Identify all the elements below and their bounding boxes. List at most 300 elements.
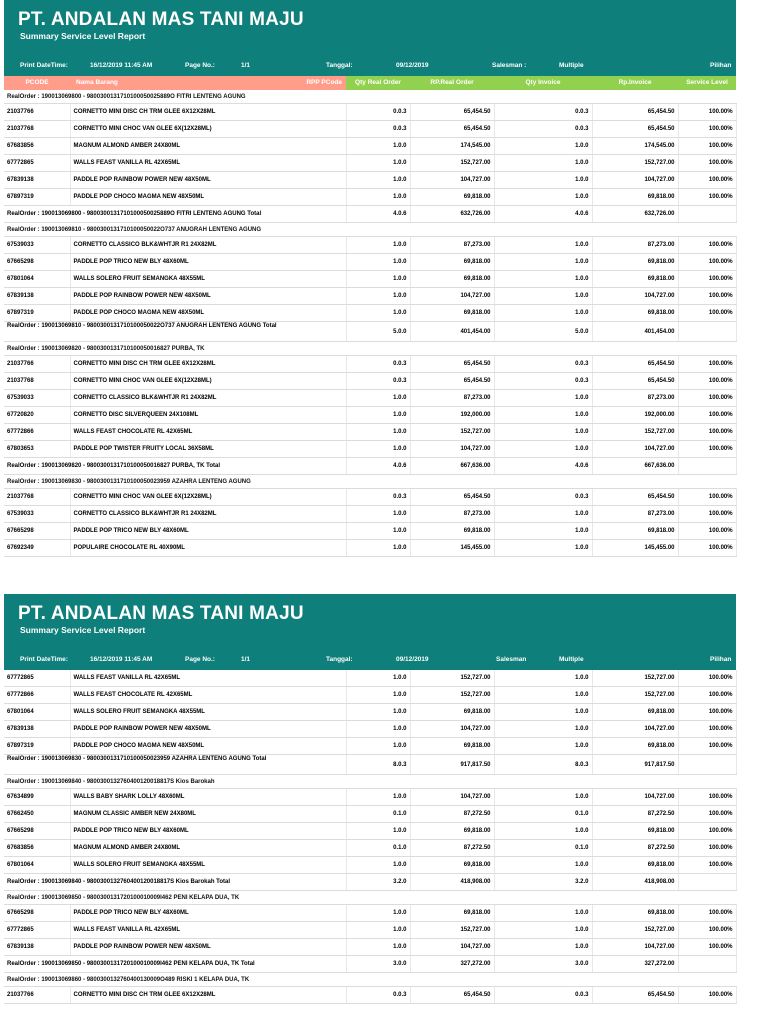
rp-real-order-cell: 69,818.00 xyxy=(410,857,494,874)
table-row xyxy=(4,687,736,704)
group-header-text: RealOrder : 190013069830 - 9800300131710100050023959 AZAHRA LENTENG AGUNG xyxy=(4,475,736,489)
qty-real-order-cell: 1.0.0 xyxy=(346,254,410,271)
service-level-cell: 100.00% xyxy=(678,922,736,939)
rp-real-order-cell: 69,818.00 xyxy=(410,271,494,288)
service-level-cell: 100.00% xyxy=(678,155,736,172)
qty-invoice-cell: 1.0.0 xyxy=(494,155,592,172)
rp-invoice-cell: 145,455.00 xyxy=(592,540,678,557)
table-row xyxy=(4,104,736,121)
qty-invoice-cell: 0.0.3 xyxy=(494,104,592,121)
pcode-cell: 67839138 xyxy=(4,172,70,189)
table-row xyxy=(4,288,736,305)
total-label: RealOrder : 190013069820 - 9800300131710100050016827 PURBA, TK Total xyxy=(4,458,346,475)
rp-invoice-cell: 87,272.50 xyxy=(592,840,678,857)
pcode-cell: 67692349 xyxy=(4,540,70,557)
service-level-cell: 100.00% xyxy=(678,540,736,557)
rp-invoice-cell: 104,727.00 xyxy=(592,789,678,806)
table-row xyxy=(4,738,736,755)
qty-invoice-cell: 1.0.0 xyxy=(494,939,592,956)
rp-invoice-cell: 87,273.00 xyxy=(592,390,678,407)
rp-invoice-cell: 65,454.50 xyxy=(592,489,678,506)
item-name-cell: MAGNUM CLASSIC AMBER NEW 24X80ML xyxy=(70,806,346,823)
service-level-cell: 100.00% xyxy=(678,441,736,458)
qty-invoice-cell: 1.0.0 xyxy=(494,523,592,540)
total-label: RealOrder : 190013069810 - 9800300131710100050022O737 ANUGRAH LENTENG AGUNG Total xyxy=(4,322,346,342)
service-level-cell: 100.00% xyxy=(678,288,736,305)
pcode-cell: 67665298 xyxy=(4,523,70,540)
qty-real-order-cell: 1.0.0 xyxy=(346,441,410,458)
salesman-value: Multiple xyxy=(559,62,584,69)
real-order-total-row xyxy=(4,874,736,891)
col-qty-real-order: Qty Real Order xyxy=(346,76,410,90)
rp-invoice-cell: 104,727.00 xyxy=(592,721,678,738)
real-order-total-row xyxy=(4,956,736,973)
item-name-cell: MAGNUM ALMOND AMBER 24X80ML xyxy=(70,840,346,857)
pcode-cell: 67539033 xyxy=(4,237,70,254)
total-service-level-empty xyxy=(678,874,736,891)
rp-real-order-cell: 104,727.00 xyxy=(410,789,494,806)
total-service-level-empty xyxy=(678,322,736,342)
pilihan-label: Pilihan xyxy=(710,656,732,663)
rp-invoice-cell: 69,818.00 xyxy=(592,254,678,271)
rp-invoice-cell: 69,818.00 xyxy=(592,305,678,322)
item-name-cell: CORNETTO MINI DISC CH TRM GLEE 6X12X28ML xyxy=(70,104,346,121)
qty-real-order-cell: 0.0.3 xyxy=(346,356,410,373)
col-rp-invoice: Rp.Invoice xyxy=(592,76,678,90)
table-row xyxy=(4,489,736,506)
total-qty-invoice: 3.0.0 xyxy=(494,956,592,973)
qty-invoice-cell: 1.0.0 xyxy=(494,407,592,424)
table-row xyxy=(4,424,736,441)
table-row xyxy=(4,939,736,956)
qty-invoice-cell: 1.0.0 xyxy=(494,721,592,738)
pilihan-label: Pilihan xyxy=(710,62,732,69)
item-name-cell: WALLS FEAST VANILLA RL 42X65ML xyxy=(70,155,346,172)
service-level-cell: 100.00% xyxy=(678,987,736,1004)
item-name-cell: WALLS FEAST VANILLA RL 42X65ML xyxy=(70,922,346,939)
service-level-cell: 100.00% xyxy=(678,138,736,155)
rp-invoice-cell: 152,727.00 xyxy=(592,155,678,172)
total-label: RealOrder : 190013069850 - 9800300131720100010009I462 PENI KELAPA DUA, TK Total xyxy=(4,956,346,973)
pcode-cell: 67665298 xyxy=(4,254,70,271)
table-row xyxy=(4,540,736,557)
company-name: PT. ANDALAN MAS TANI MAJU xyxy=(18,9,304,30)
item-name-cell: PADDLE POP CHOCO MAGMA NEW 48X50ML xyxy=(70,738,346,755)
pcode-cell: 67683856 xyxy=(4,840,70,857)
total-rp-invoice: 401,454.00 xyxy=(592,322,678,342)
pcode-cell: 21037766 xyxy=(4,987,70,1004)
report-table xyxy=(4,90,737,557)
qty-real-order-cell: 1.0.0 xyxy=(346,305,410,322)
qty-invoice-cell: 0.0.3 xyxy=(494,356,592,373)
tanggal-value: 09/12/2019 xyxy=(396,656,429,663)
table-row xyxy=(4,922,736,939)
rp-invoice-cell: 87,273.00 xyxy=(592,506,678,523)
service-level-cell: 100.00% xyxy=(678,390,736,407)
total-qty-real-order: 4.0.6 xyxy=(346,206,410,223)
report-page-2 xyxy=(4,594,736,1004)
pcode-cell: 67839138 xyxy=(4,288,70,305)
rp-real-order-cell: 104,727.00 xyxy=(410,939,494,956)
rp-invoice-cell: 152,727.00 xyxy=(592,670,678,687)
pcode-cell: 67772865 xyxy=(4,155,70,172)
qty-real-order-cell: 1.0.0 xyxy=(346,922,410,939)
table-row xyxy=(4,840,736,857)
item-name-cell: PADDLE POP RAINBOW POWER NEW 48X50ML xyxy=(70,939,346,956)
qty-real-order-cell: 1.0.0 xyxy=(346,670,410,687)
pcode-cell: 67897319 xyxy=(4,305,70,322)
rp-invoice-cell: 87,272.50 xyxy=(592,806,678,823)
rp-real-order-cell: 65,454.50 xyxy=(410,356,494,373)
salesman-label: Salesman : xyxy=(492,62,527,69)
total-qty-real-order: 5.0.0 xyxy=(346,322,410,342)
total-rp-real-order: 667,636.00 xyxy=(410,458,494,475)
total-label: RealOrder : 190013069800 - 9800300131710100050025889O FITRI LENTENG AGUNG Total xyxy=(4,206,346,223)
tanggal-label: Tanggal: xyxy=(326,656,353,663)
col-service-level: Service Level xyxy=(678,76,736,90)
qty-real-order-cell: 0.0.3 xyxy=(346,489,410,506)
pcode-cell: 67839138 xyxy=(4,939,70,956)
group-header-text: RealOrder : 190013069820 - 9800300131710100050016827 PURBA, TK xyxy=(4,342,736,356)
pcode-cell: 67839138 xyxy=(4,721,70,738)
qty-invoice-cell: 1.0.0 xyxy=(494,254,592,271)
real-order-group-header xyxy=(4,342,736,356)
pcode-cell: 67772865 xyxy=(4,922,70,939)
rp-real-order-cell: 104,727.00 xyxy=(410,441,494,458)
total-rp-real-order: 327,272.00 xyxy=(410,956,494,973)
rp-invoice-cell: 69,818.00 xyxy=(592,271,678,288)
rp-invoice-cell: 104,727.00 xyxy=(592,172,678,189)
qty-real-order-cell: 1.0.0 xyxy=(346,189,410,206)
table-row xyxy=(4,441,736,458)
table-row xyxy=(4,356,736,373)
table-row xyxy=(4,407,736,424)
total-qty-invoice: 3.2.0 xyxy=(494,874,592,891)
table-row xyxy=(4,721,736,738)
qty-real-order-cell: 1.0.0 xyxy=(346,407,410,424)
item-name-cell: WALLS SOLERO FRUIT SEMANGKA 48X55ML xyxy=(70,271,346,288)
total-rp-real-order: 917,817.50 xyxy=(410,755,494,775)
qty-invoice-cell: 1.0.0 xyxy=(494,424,592,441)
item-name-cell: PADDLE POP CHOCO MAGMA NEW 48X50ML xyxy=(70,305,346,322)
rp-real-order-cell: 192,000.00 xyxy=(410,407,494,424)
qty-real-order-cell: 0.1.0 xyxy=(346,840,410,857)
qty-real-order-cell: 1.0.0 xyxy=(346,687,410,704)
service-level-cell: 100.00% xyxy=(678,905,736,922)
qty-real-order-cell: 1.0.0 xyxy=(346,704,410,721)
qty-invoice-cell: 1.0.0 xyxy=(494,905,592,922)
real-order-group-header xyxy=(4,973,736,987)
pcode-cell: 21037766 xyxy=(4,104,70,121)
item-name-cell: PADDLE POP TRICO NEW BLY 48X60ML xyxy=(70,254,346,271)
qty-invoice-cell: 1.0.0 xyxy=(494,172,592,189)
pcode-cell: 67772865 xyxy=(4,670,70,687)
rp-real-order-cell: 65,454.50 xyxy=(410,987,494,1004)
item-name-cell: CORNETTO CLASSICO BLK&WHTJR R1 24X82ML xyxy=(70,506,346,523)
qty-invoice-cell: 0.1.0 xyxy=(494,806,592,823)
tanggal-value: 09/12/2019 xyxy=(396,62,429,69)
real-order-group-header xyxy=(4,775,736,789)
rp-invoice-cell: 152,727.00 xyxy=(592,922,678,939)
rp-real-order-cell: 152,727.00 xyxy=(410,424,494,441)
table-row xyxy=(4,789,736,806)
rp-real-order-cell: 69,818.00 xyxy=(410,823,494,840)
item-name-cell: WALLS FEAST CHOCOLATE RL 42X65ML xyxy=(70,687,346,704)
rp-real-order-cell: 69,818.00 xyxy=(410,305,494,322)
qty-real-order-cell: 0.1.0 xyxy=(346,806,410,823)
group-header-text: RealOrder : 190013069850 - 9800300131720100010009I462 PENI KELAPA DUA, TK xyxy=(4,891,736,905)
service-level-cell: 100.00% xyxy=(678,305,736,322)
service-level-cell: 100.00% xyxy=(678,121,736,138)
group-header-text: RealOrder : 190013069810 - 9800300131710100050022O737 ANUGRAH LENTENG AGUNG xyxy=(4,223,736,237)
report-title: Summary Service Level Report xyxy=(20,31,146,41)
qty-real-order-cell: 0.0.3 xyxy=(346,987,410,1004)
item-name-cell: PADDLE POP TRICO NEW BLY 48X60ML xyxy=(70,523,346,540)
table-row xyxy=(4,506,736,523)
item-name-cell: WALLS SOLERO FRUIT SEMANGKA 48X55ML xyxy=(70,704,346,721)
col-pcode: PCODE xyxy=(4,76,70,90)
rp-invoice-cell: 69,818.00 xyxy=(592,523,678,540)
qty-real-order-cell: 1.0.0 xyxy=(346,237,410,254)
service-level-cell: 100.00% xyxy=(678,356,736,373)
total-qty-invoice: 5.0.0 xyxy=(494,322,592,342)
rp-invoice-cell: 65,454.50 xyxy=(592,121,678,138)
item-name-cell: PADDLE POP RAINBOW POWER NEW 48X50ML xyxy=(70,288,346,305)
pcode-cell: 67772866 xyxy=(4,687,70,704)
total-qty-real-order: 3.0.0 xyxy=(346,956,410,973)
pcode-cell: 67665298 xyxy=(4,905,70,922)
pcode-cell: 21037768 xyxy=(4,121,70,138)
item-name-cell: PADDLE POP CHOCO MAGMA NEW 48X50ML xyxy=(70,189,346,206)
pcode-cell: 67772866 xyxy=(4,424,70,441)
item-name-cell: POPULAIRE CHOCOLATE RL 40X90ML xyxy=(70,540,346,557)
pcode-cell: 67662450 xyxy=(4,806,70,823)
item-name-cell: WALLS FEAST CHOCOLATE RL 42X65ML xyxy=(70,424,346,441)
total-service-level-empty xyxy=(678,206,736,223)
total-rp-invoice: 667,636.00 xyxy=(592,458,678,475)
service-level-cell: 100.00% xyxy=(678,687,736,704)
total-rp-invoice: 917,817.50 xyxy=(592,755,678,775)
page-label: Page No.: xyxy=(185,62,215,69)
total-qty-real-order: 3.2.0 xyxy=(346,874,410,891)
item-name-cell: CORNETTO DISC SILVERQUEEN 24X108ML xyxy=(70,407,346,424)
page-label: Page No.: xyxy=(185,656,215,663)
print-label: Print DateTime: xyxy=(20,62,68,69)
report-banner xyxy=(4,0,736,56)
service-level-cell: 100.00% xyxy=(678,172,736,189)
salesman-value: Multiple xyxy=(559,656,584,663)
pcode-cell: 21037766 xyxy=(4,356,70,373)
rp-invoice-cell: 104,727.00 xyxy=(592,288,678,305)
rp-real-order-cell: 152,727.00 xyxy=(410,670,494,687)
qty-invoice-cell: 1.0.0 xyxy=(494,441,592,458)
total-qty-real-order: 8.0.3 xyxy=(346,755,410,775)
qty-invoice-cell: 1.0.0 xyxy=(494,288,592,305)
real-order-total-row xyxy=(4,755,736,775)
qty-invoice-cell: 1.0.0 xyxy=(494,922,592,939)
rp-real-order-cell: 87,272.50 xyxy=(410,840,494,857)
service-level-cell: 100.00% xyxy=(678,104,736,121)
rp-real-order-cell: 104,727.00 xyxy=(410,288,494,305)
qty-real-order-cell: 1.0.0 xyxy=(346,424,410,441)
total-label: RealOrder : 190013069830 - 9800300131710100050023959 AZAHRA LENTENG AGUNG Total xyxy=(4,755,346,775)
item-name-cell: PADDLE POP RAINBOW POWER NEW 48X50ML xyxy=(70,721,346,738)
rp-real-order-cell: 87,272.50 xyxy=(410,806,494,823)
rp-invoice-cell: 69,818.00 xyxy=(592,738,678,755)
print-value: 16/12/2019 11:45 AM xyxy=(90,656,153,663)
qty-invoice-cell: 1.0.0 xyxy=(494,823,592,840)
service-level-cell: 100.00% xyxy=(678,704,736,721)
service-level-cell: 100.00% xyxy=(678,789,736,806)
rp-invoice-cell: 65,454.50 xyxy=(592,104,678,121)
rp-real-order-cell: 69,818.00 xyxy=(410,254,494,271)
rp-real-order-cell: 152,727.00 xyxy=(410,155,494,172)
real-order-group-header xyxy=(4,475,736,489)
pcode-cell: 67539033 xyxy=(4,506,70,523)
pcode-cell: 67801064 xyxy=(4,857,70,874)
qty-real-order-cell: 1.0.0 xyxy=(346,390,410,407)
rp-invoice-cell: 69,818.00 xyxy=(592,189,678,206)
service-level-cell: 100.00% xyxy=(678,806,736,823)
service-level-cell: 100.00% xyxy=(678,823,736,840)
col-rpp: RPP PCode xyxy=(306,79,342,86)
item-name-cell: CORNETTO CLASSICO BLK&WHTJR R1 24X82ML xyxy=(70,390,346,407)
report-banner xyxy=(4,594,736,650)
rp-real-order-cell: 65,454.50 xyxy=(410,104,494,121)
qty-real-order-cell: 1.0.0 xyxy=(346,857,410,874)
qty-real-order-cell: 0.0.3 xyxy=(346,373,410,390)
service-level-cell: 100.00% xyxy=(678,254,736,271)
report-table xyxy=(4,670,737,1004)
service-level-cell: 100.00% xyxy=(678,857,736,874)
total-service-level-empty xyxy=(678,458,736,475)
table-row xyxy=(4,905,736,922)
rp-real-order-cell: 104,727.00 xyxy=(410,172,494,189)
rp-invoice-cell: 152,727.00 xyxy=(592,687,678,704)
service-level-cell: 100.00% xyxy=(678,670,736,687)
table-row xyxy=(4,987,736,1004)
rp-invoice-cell: 69,818.00 xyxy=(592,857,678,874)
qty-real-order-cell: 1.0.0 xyxy=(346,905,410,922)
rp-invoice-cell: 104,727.00 xyxy=(592,441,678,458)
total-rp-invoice: 418,908.00 xyxy=(592,874,678,891)
table-row xyxy=(4,823,736,840)
qty-real-order-cell: 1.0.0 xyxy=(346,789,410,806)
service-level-cell: 100.00% xyxy=(678,721,736,738)
real-order-group-header xyxy=(4,223,736,237)
rp-invoice-cell: 174,545.00 xyxy=(592,138,678,155)
total-rp-real-order: 418,908.00 xyxy=(410,874,494,891)
print-label: Print DateTime: xyxy=(20,656,68,663)
service-level-cell: 100.00% xyxy=(678,939,736,956)
qty-invoice-cell: 0.1.0 xyxy=(494,840,592,857)
table-row xyxy=(4,373,736,390)
total-label: RealOrder : 190013069840 - 9800300132760400120018817S Kios Barokah Total xyxy=(4,874,346,891)
qty-invoice-cell: 1.0.0 xyxy=(494,271,592,288)
item-name-cell: PADDLE POP TWISTER FRUITY LOCAL 36X58ML xyxy=(70,441,346,458)
rp-real-order-cell: 152,727.00 xyxy=(410,687,494,704)
item-name-cell: MAGNUM ALMOND AMBER 24X80ML xyxy=(70,138,346,155)
group-header-text: RealOrder : 190013069800 - 9800300131710100050025889O FITRI LENTENG AGUNG xyxy=(4,90,736,104)
col-nama: Nama Barang xyxy=(70,76,346,90)
table-row xyxy=(4,670,736,687)
qty-invoice-cell: 1.0.0 xyxy=(494,857,592,874)
item-name-cell: CORNETTO MINI CHOC VAN GLEE 6X(12X28ML) xyxy=(70,373,346,390)
table-row xyxy=(4,121,736,138)
qty-invoice-cell: 1.0.0 xyxy=(494,789,592,806)
table-row xyxy=(4,155,736,172)
rp-invoice-cell: 65,454.50 xyxy=(592,373,678,390)
tanggal-label: Tanggal: xyxy=(326,62,353,69)
item-name-cell: PADDLE POP TRICO NEW BLY 48X60ML xyxy=(70,905,346,922)
rp-invoice-cell: 87,273.00 xyxy=(592,237,678,254)
print-value: 16/12/2019 11:45 AM xyxy=(90,62,153,69)
real-order-total-row xyxy=(4,322,736,342)
item-name-cell: PADDLE POP TRICO NEW BLY 48X60ML xyxy=(70,823,346,840)
pcode-cell: 67897319 xyxy=(4,189,70,206)
pcode-cell: 67803653 xyxy=(4,441,70,458)
item-name-cell: WALLS BABY SHARK LOLLY 48X60ML xyxy=(70,789,346,806)
pcode-cell: 67683856 xyxy=(4,138,70,155)
total-rp-real-order: 401,454.00 xyxy=(410,322,494,342)
rp-real-order-cell: 65,454.50 xyxy=(410,121,494,138)
service-level-cell: 100.00% xyxy=(678,506,736,523)
qty-real-order-cell: 1.0.0 xyxy=(346,523,410,540)
rp-real-order-cell: 65,454.50 xyxy=(410,489,494,506)
qty-invoice-cell: 1.0.0 xyxy=(494,506,592,523)
table-row xyxy=(4,254,736,271)
qty-invoice-cell: 1.0.0 xyxy=(494,390,592,407)
company-name: PT. ANDALAN MAS TANI MAJU xyxy=(18,603,304,624)
qty-real-order-cell: 1.0.0 xyxy=(346,540,410,557)
qty-real-order-cell: 1.0.0 xyxy=(346,506,410,523)
service-level-cell: 100.00% xyxy=(678,489,736,506)
qty-invoice-cell: 1.0.0 xyxy=(494,704,592,721)
qty-real-order-cell: 1.0.0 xyxy=(346,288,410,305)
page-value: 1/1 xyxy=(241,656,251,663)
rp-real-order-cell: 69,818.00 xyxy=(410,523,494,540)
table-row xyxy=(4,138,736,155)
pcode-cell: 67897319 xyxy=(4,738,70,755)
table-row xyxy=(4,390,736,407)
qty-real-order-cell: 1.0.0 xyxy=(346,939,410,956)
qty-invoice-cell: 1.0.0 xyxy=(494,189,592,206)
column-header-row xyxy=(4,76,736,90)
qty-invoice-cell: 1.0.0 xyxy=(494,138,592,155)
qty-invoice-cell: 0.0.3 xyxy=(494,121,592,138)
qty-real-order-cell: 1.0.0 xyxy=(346,271,410,288)
qty-invoice-cell: 1.0.0 xyxy=(494,305,592,322)
salesman-label: Salesman xyxy=(496,656,527,663)
qty-real-order-cell: 1.0.0 xyxy=(346,738,410,755)
item-name-cell: CORNETTO MINI DISC CH TRM GLEE 6X12X28ML xyxy=(70,987,346,1004)
qty-real-order-cell: 0.0.3 xyxy=(346,121,410,138)
qty-invoice-cell: 0.0.3 xyxy=(494,489,592,506)
rp-invoice-cell: 152,727.00 xyxy=(592,424,678,441)
qty-invoice-cell: 0.0.3 xyxy=(494,373,592,390)
rp-real-order-cell: 69,818.00 xyxy=(410,189,494,206)
rp-real-order-cell: 87,273.00 xyxy=(410,506,494,523)
service-level-cell: 100.00% xyxy=(678,840,736,857)
qty-real-order-cell: 1.0.0 xyxy=(346,155,410,172)
total-service-level-empty xyxy=(678,956,736,973)
report-meta xyxy=(4,56,736,76)
report-meta xyxy=(4,650,736,670)
qty-invoice-cell: 0.0.3 xyxy=(494,987,592,1004)
rp-real-order-cell: 69,818.00 xyxy=(410,704,494,721)
total-qty-real-order: 4.0.6 xyxy=(346,458,410,475)
service-level-cell: 100.00% xyxy=(678,738,736,755)
